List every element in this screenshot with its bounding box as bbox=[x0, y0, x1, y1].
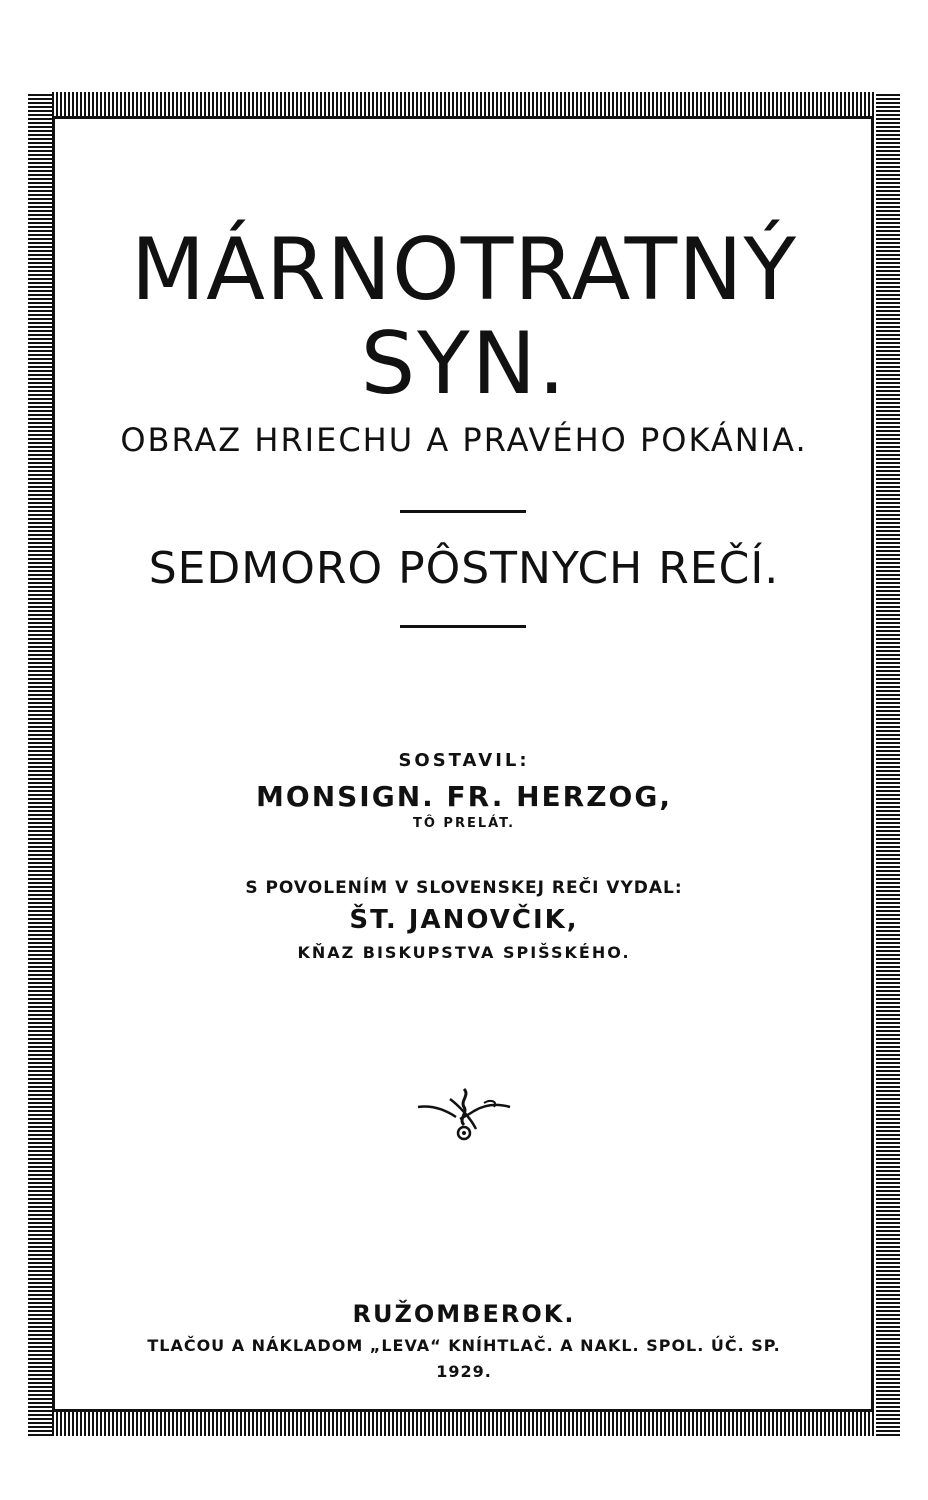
divider-rule bbox=[400, 510, 526, 513]
author-title: TÔ PRELÁT. bbox=[412, 816, 516, 831]
author-name: MONSIGN. FR. HERZOG, bbox=[256, 780, 672, 813]
frame-hatch-top bbox=[28, 92, 900, 116]
imprint-printer: TLAČOU A NÁKLADOM „LEVA“ KNÍHTLAČ. A NAKL. SPOL. ÚČ. SP. bbox=[147, 1336, 781, 1355]
book-title-line-2: SYN. bbox=[360, 314, 568, 414]
frame-hatch-bottom bbox=[28, 1412, 900, 1436]
permission-statement: S POVOLENÍM V SLOVENSKEJ REČI VYDAL: bbox=[245, 878, 683, 898]
divider-rule bbox=[400, 625, 526, 628]
book-title-line-1: MÁRNOTRATNÝ bbox=[130, 220, 798, 320]
book-subtitle: OBRAZ HRIECHU A PRAVÉHO POKÁNIA. bbox=[120, 421, 808, 459]
fleuron-ornament-icon bbox=[414, 1085, 514, 1145]
imprint-city: RUŽOMBEROK. bbox=[352, 1300, 576, 1328]
compiled-by-label: SOSTAVIL: bbox=[398, 750, 530, 771]
publisher-name: ŠT. JANOVČIK, bbox=[349, 905, 579, 935]
imprint-year: 1929. bbox=[436, 1362, 492, 1381]
publisher-title: KŇAZ BISKUPSTVA SPIŠSKÉHO. bbox=[297, 943, 631, 962]
series-title: SEDMORO PÔSTNYCH REČÍ. bbox=[148, 543, 780, 594]
